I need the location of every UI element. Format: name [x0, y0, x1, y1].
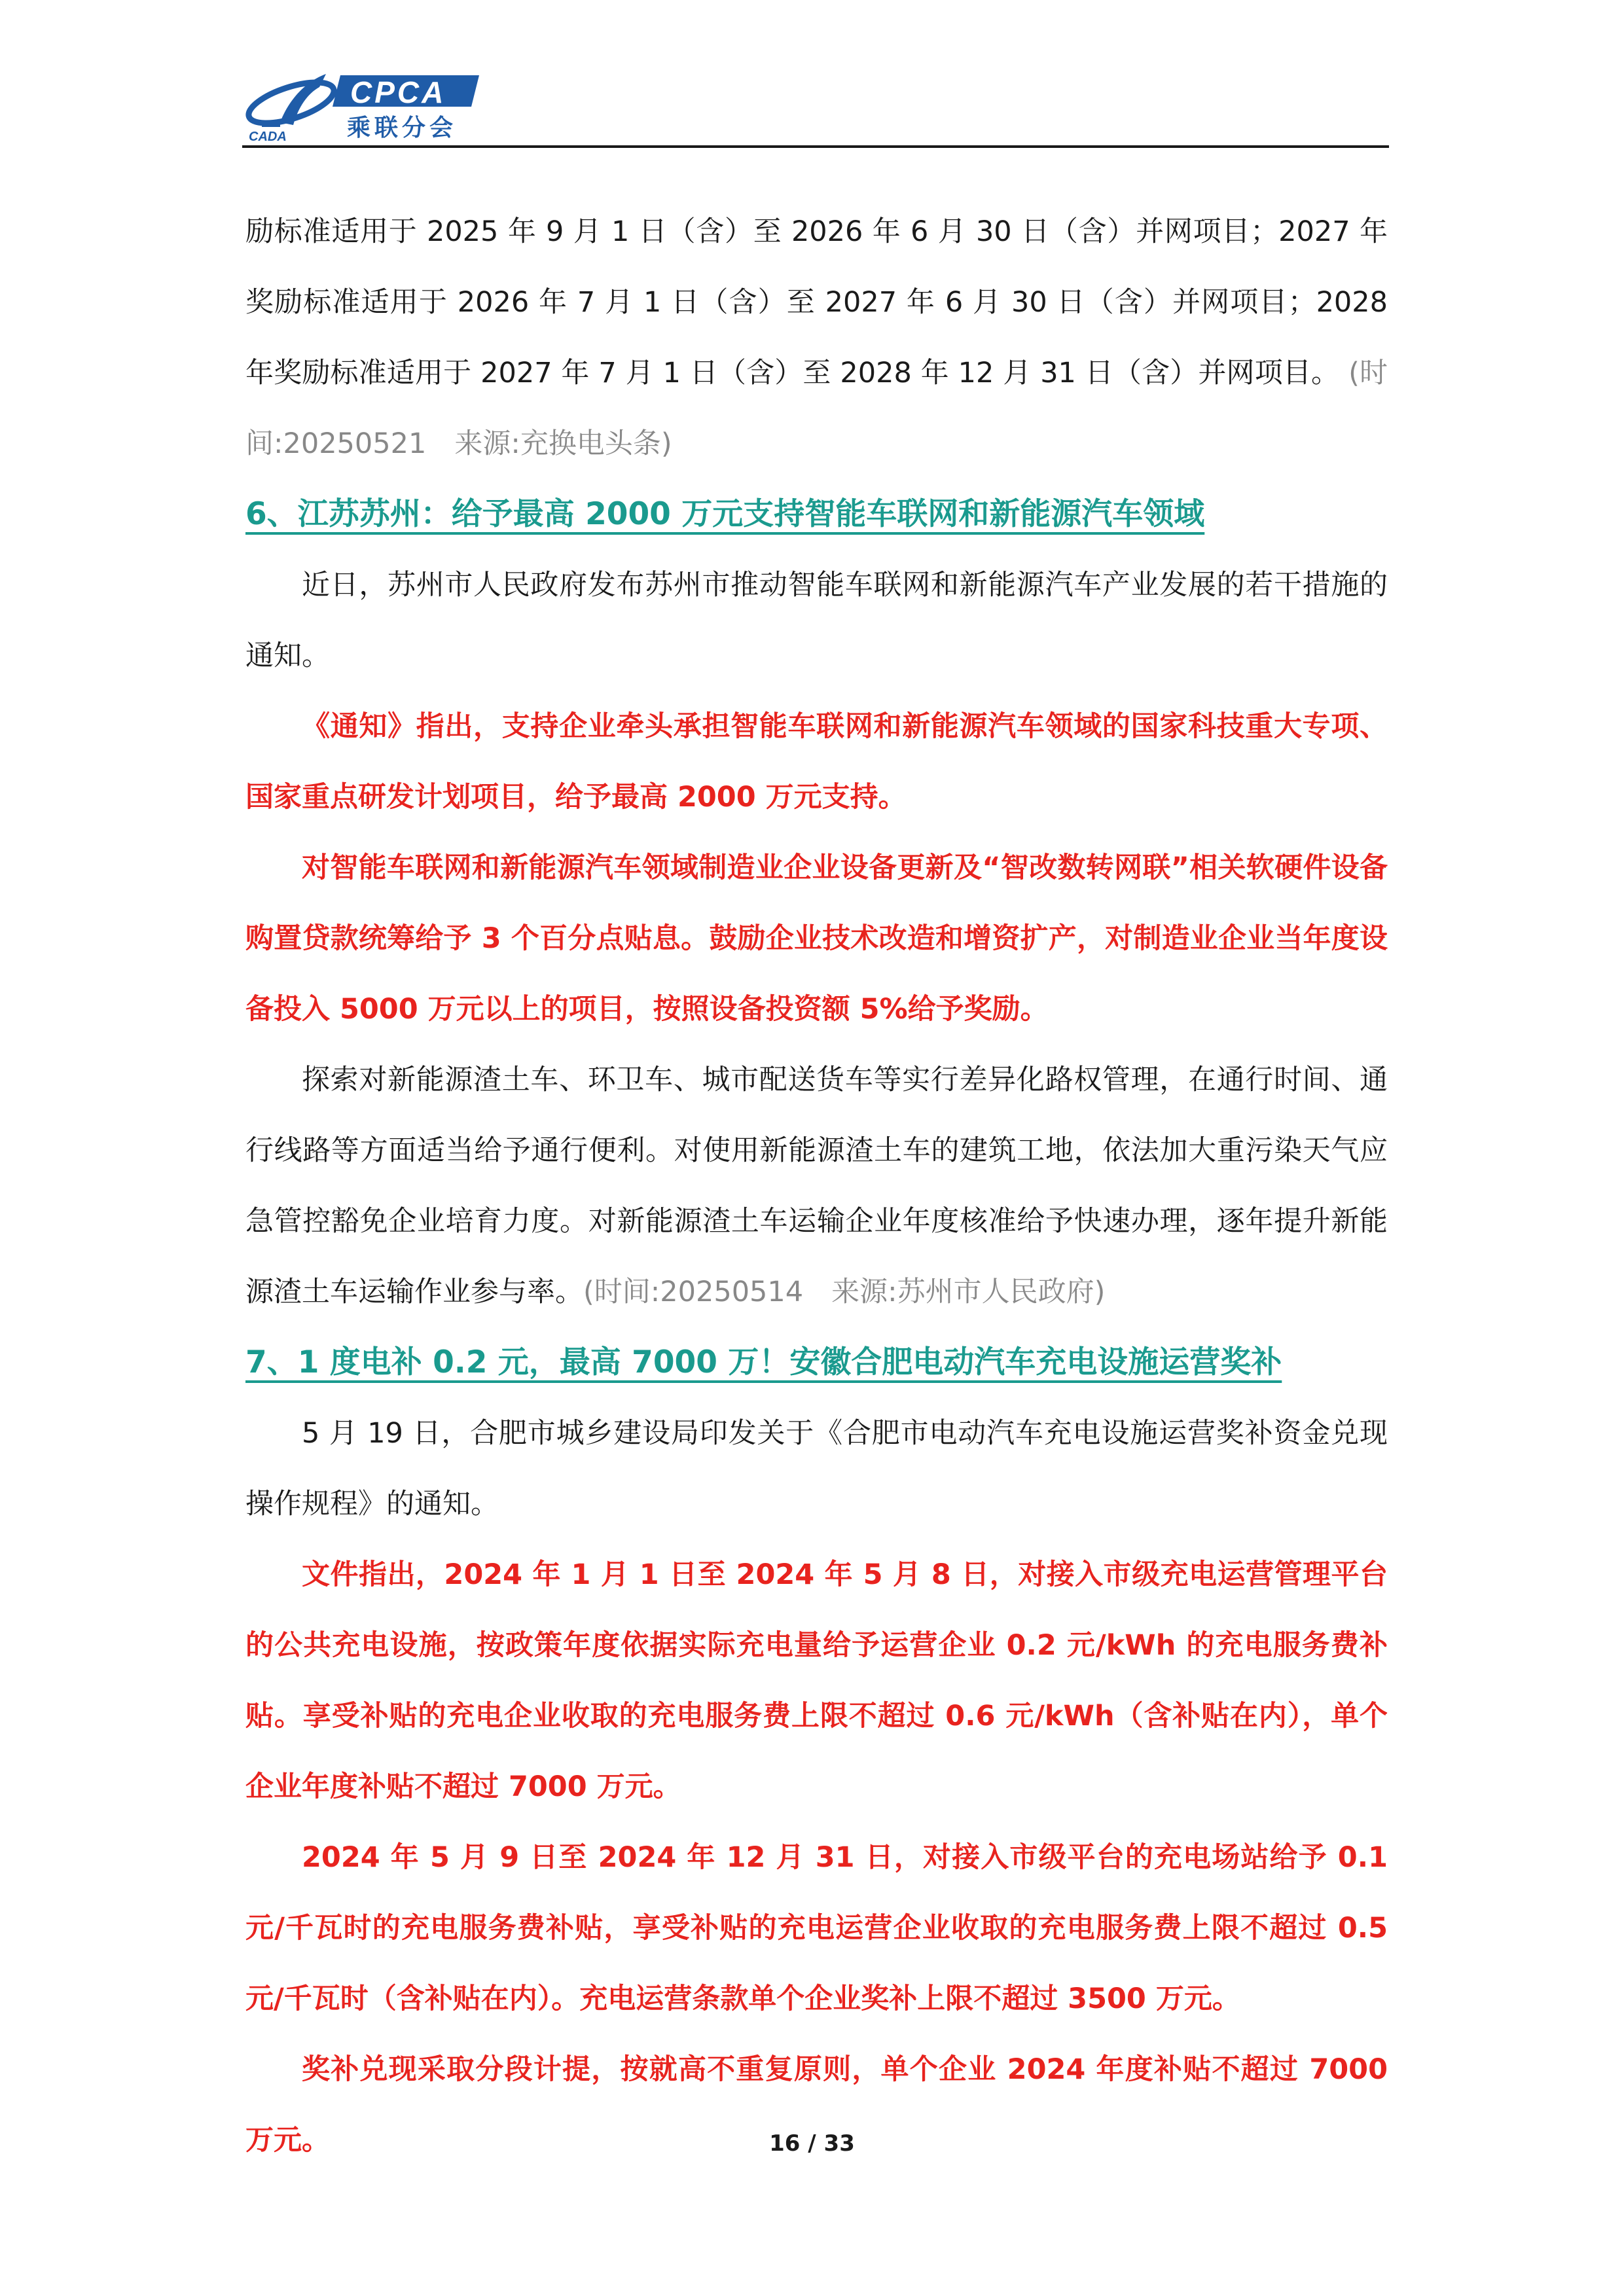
section-6-paragraph-1: 近日，苏州市人民政府发布苏州市推动智能车联网和新能源汽车产业发展的若干措施的通知。 — [245, 569, 1388, 672]
intro-source: (时间:20250521 来源:充换电头条) — [245, 357, 1388, 460]
section-6-paragraph-2: 《通知》指出，支持企业牵头承担智能车联网和新能源汽车领域的国家科技重大专项、国家重点研发计划项目，给予最高 2000 万元支持。 — [245, 710, 1388, 814]
section-7-paragraph-2: 文件指出，2024 年 1 月 1 日至 2024 年 5 月 8 日，对接入市级充电运营管理平台的公共充电设施，按政策年度依据实际充电量给予运营企业 0.2 元/kWh 的充电服务费补贴。享受补贴的充电企业收取的充电服务费上限不超过 0.6 元/kWh（含补贴在内），单个企业年度补贴不超过 7000 万元。 — [245, 1558, 1388, 1803]
logo-sub-text: CADA — [249, 130, 287, 144]
section-6-paragraph-4-text: 探索对新能源渣土车、环卫车、城市配送货车等实行差异化路权管理，在通行时间、通行线路等方面适当给予通行便利。对使用新能源渣土车的建筑工地，依法加大重污染天气应急管控豁免企业培育力度。对新能源渣土车运输企业年度核准给予快速办理，逐年提升新能源渣土车运输作业参与率。 — [245, 1064, 1388, 1308]
section-7-heading — [245, 1327, 1388, 1398]
logo-acronym: CPCA — [350, 75, 446, 109]
section-6-heading-text: 6、江苏苏州：给予最高 2000 万元支持智能车联网和新能源汽车领域 — [245, 496, 1205, 532]
cpca-logo — [242, 62, 484, 144]
section-7-paragraph-1: 5 月 19 日，合肥市城乡建设局印发关于《合肥市电动汽车充电设施运营奖补资金兑现操作规程》的通知。 — [245, 1417, 1388, 1520]
section-7-paragraph-4: 奖补兑现采取分段计提，按就高不重复原则，单个企业 2024 年度补贴不超过 7000 万元。 — [245, 2053, 1388, 2157]
page-number: 16 / 33 — [769, 2130, 855, 2157]
document-body — [245, 196, 1388, 2176]
intro-paragraph — [245, 196, 1388, 479]
page-header — [242, 62, 1388, 147]
section-7-paragraph-3: 2024 年 5 月 9 日至 2024 年 12 月 31 日，对接入市级平台的充电场站给予 0.1 元/千瓦时的充电服务费补贴，享受补贴的充电运营企业收取的充电服务费上限不超过 0.5 元/千瓦时（含补贴在内）。充电运营条款单个企业奖补上限不超过 3500 万元。 — [245, 1841, 1388, 2015]
section-6-paragraph-4 — [245, 1045, 1388, 1327]
section-6-source: (时间:20250514 来源:苏州市人民政府) — [583, 1276, 1106, 1308]
intro-text: 励标准适用于 2025 年 9 月 1 日（含）至 2026 年 6 月 30 日（含）并网项目；2027 年奖励标准适用于 2026 年 7 月 1 日（含）至 2027 年 6 月 30 日（含）并网项目；2028 年奖励标准适用于 2027 年 7 月 1 日（含）至 2028 年 12 月 31 日（含）并网项目。 — [245, 215, 1388, 389]
header-divider — [242, 145, 1389, 148]
section-6-paragraph-3: 对智能车联网和新能源汽车领域制造业企业设备更新及“智改数转网联”相关软硬件设备购置贷款统筹给予 3 个百分点贴息。鼓励企业技术改造和增资扩产，对制造业企业当年度设备投入 5000 万元以上的项目，按照设备投资额 5%给予奖励。 — [245, 852, 1388, 1026]
logo-chinese-name: 乘联分会 — [347, 115, 458, 141]
section-7-heading-text: 7、1 度电补 0.2 元，最高 7000 万！安徽合肥电动汽车充电设施运营奖补 — [245, 1344, 1282, 1380]
section-6-heading — [245, 479, 1388, 550]
